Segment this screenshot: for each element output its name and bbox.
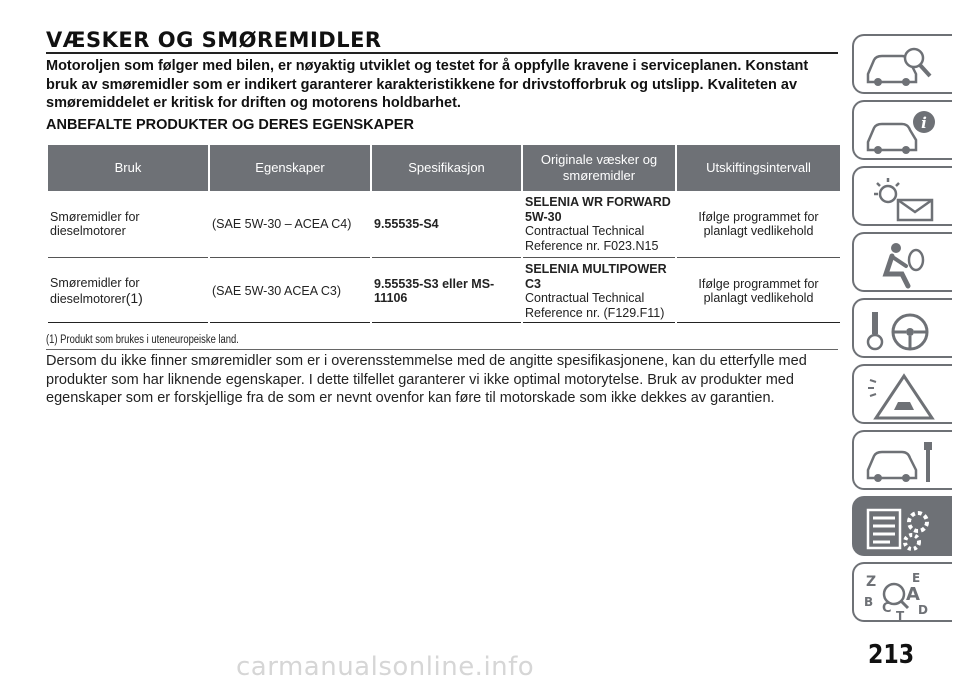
watermark: carmanualsonline.info (236, 652, 535, 682)
svg-text:C: C (882, 601, 892, 616)
tab-warning-lights[interactable] (852, 166, 952, 226)
section-subheading: ANBEFALTE PRODUKTER OG DERES EGENSKAPER (46, 117, 414, 133)
tab-key-steering[interactable] (852, 298, 952, 358)
key-steering-icon (862, 304, 942, 356)
tab-car-search[interactable] (852, 34, 952, 94)
fluid-reference: Contractual Technical Reference nr. F023.N15 (525, 224, 659, 253)
fluid-name: SELENIA WR FORWARD 5W-30 (525, 195, 671, 224)
footnote-divider (46, 349, 838, 350)
svg-text:A: A (906, 584, 920, 605)
table-row (48, 191, 840, 257)
cell-interval: Ifølge programmet for planlagt vedlikehold (677, 257, 840, 323)
title-divider (46, 52, 838, 54)
column-header-specification: Spesifikasjon (372, 145, 521, 191)
outro-paragraph: Dersom du ikke finner smøremidler som er i overensstemmelse med de angitte spesifikasjonene, kan du etterfylle med produkter som har liknende egenskaper. I dette tilfellet garanterer vi ikke optimal motorytelse. Bruk av produkter med egenskaper som er forskjellige fra de som er nevnt ovenfor kan føre til motorskade som ikke dekkes av garantien. (46, 353, 807, 406)
page-number: 213 (868, 640, 915, 670)
cell-specification: 9.55535-S3 eller MS-11106 (372, 257, 521, 323)
table-row (48, 257, 840, 323)
footnote: (1) Produkt som brukes i uteneuropeiske land. (46, 334, 239, 346)
emergency-triangle-icon (862, 370, 942, 422)
tab-specifications[interactable] (852, 496, 952, 556)
car-search-icon (862, 40, 942, 92)
cell-original-fluid (523, 191, 675, 257)
svg-text:Z: Z (866, 574, 877, 590)
index-icon (862, 568, 942, 620)
airbag-seat-icon (862, 238, 942, 290)
specifications-icon (862, 502, 942, 554)
page-title: VÆSKER OG SMØREMIDLER (46, 28, 382, 52)
column-header-original-fluids: Originale væsker og smøremidler (523, 145, 675, 191)
svg-text:T: T (896, 609, 905, 620)
intro-paragraph: Motoroljen som følger med bilen, er nøyaktig utviklet og testet for å oppfylle kravene i serviceplanen. Konstant bruk av smøremidler som er indikert garanterer karakteristikkene for drivstofforbruk og utslipp. Kvaliteten av smøremiddelet er kritisk for driften og motorens holdbarhet. (46, 58, 809, 111)
svg-text:D: D (918, 603, 928, 617)
cell-original-fluid (523, 257, 675, 323)
footnote-marker: (1) (125, 289, 143, 306)
lubricants-table (46, 145, 842, 323)
svg-text:E: E (912, 571, 921, 585)
cell-properties: (SAE 5W-30 – ACEA C4) (212, 216, 352, 231)
tab-emergency[interactable] (852, 364, 952, 424)
tab-index[interactable] (852, 562, 952, 622)
car-maintenance-icon (862, 436, 942, 488)
cell-specification: 9.55535-S4 (374, 216, 439, 231)
column-header-properties: Egenskaper (210, 145, 370, 191)
tab-car-info[interactable] (852, 100, 952, 160)
cell-use: Smøremidler for dieselmotorer(1) (48, 257, 208, 323)
cell-interval: Ifølge programmet for planlagt vedlikehold (698, 209, 819, 238)
table-header-row (48, 145, 840, 191)
car-info-icon (862, 106, 942, 158)
column-header-interval: Utskiftingsintervall (677, 145, 840, 191)
cell-use: Smøremidler for dieselmotorer (50, 209, 140, 238)
column-header-use: Bruk (48, 145, 208, 191)
cell-properties: (SAE 5W-30 ACEA C3) (210, 257, 370, 323)
tab-car-maintenance[interactable] (852, 430, 952, 490)
svg-text:B: B (864, 595, 874, 609)
warning-lights-icon (862, 172, 942, 224)
fluid-reference: Contractual Technical Reference nr. (F129.F11) (525, 291, 665, 320)
tab-airbag-seat[interactable] (852, 232, 952, 292)
fluid-name: SELENIA MULTIPOWER C3 (525, 262, 667, 291)
svg-text:i: i (921, 114, 927, 132)
